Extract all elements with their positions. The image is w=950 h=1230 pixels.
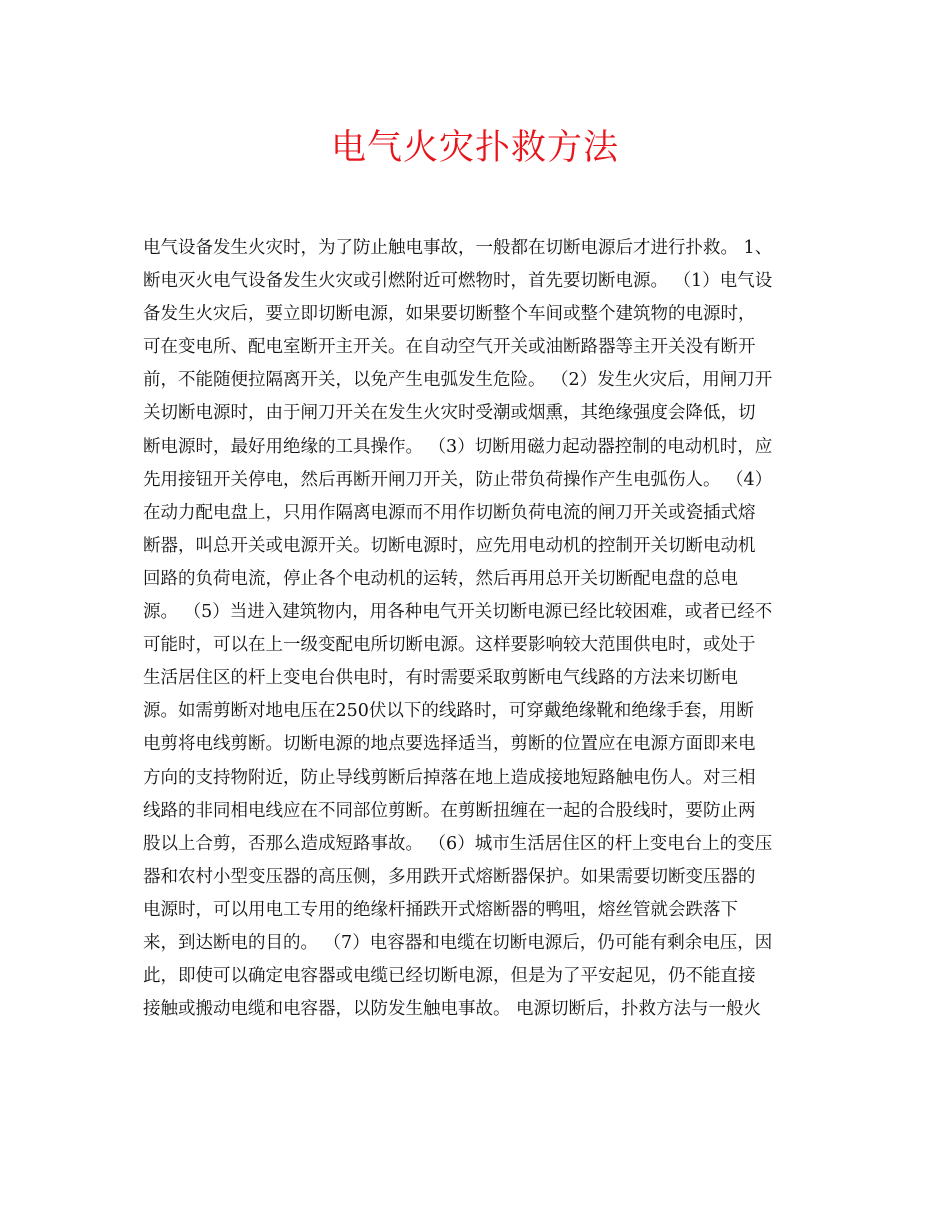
body-line: 备发生火灾后，要立即切断电源，如果要切断整个车间或整个建筑物的电源时， bbox=[143, 304, 756, 325]
body-line: 电气设备发生火灾时，为了防止触电事故，一般都在切断电源后才进行扑救。 1、 bbox=[143, 238, 773, 258]
body-line: 股以上合剪，否那么造成短路事故。 （6）城市生活居住区的杆上变电台上的变压 bbox=[143, 833, 773, 854]
body-line: 前，不能随便拉隔离开关，以免产生电弧发生危险。 （2）发生火灾后，用闸刀开 bbox=[143, 370, 773, 391]
body-line: 可能时，可以在上一级变配电所切断电源。这样要影响较大范围供电时，或处于 bbox=[143, 635, 756, 656]
body-line: 源。如需剪断对地电压在250伏以下的线路时，可穿戴绝缘靴和绝缘手套，用断 bbox=[143, 701, 754, 722]
body-line: 断电灭火电气设备发生火灾或引燃附近可燃物时，首先要切断电源。 （1）电气设 bbox=[143, 271, 773, 292]
body-line: 线路的非同相电线应在不同部位剪断。在剪断扭缠在一起的合股线时，要防止两 bbox=[143, 800, 756, 821]
document-title: 电气火灾扑救方法 bbox=[330, 128, 619, 168]
body-line: 回路的负荷电流，停止各个电动机的运转，然后再用总开关切断配电盘的总电 bbox=[143, 568, 738, 589]
body-line: 关切断电源时，由于闸刀开关在发生火灾时受潮或烟熏，其绝缘强度会降低，切 bbox=[143, 403, 756, 424]
body-line: 此，即使可以确定电容器或电缆已经切断电源，但是为了平安起见，仍不能直接 bbox=[143, 966, 756, 987]
body-line: 断电源时，最好用绝缘的工具操作。 （3）切断用磁力起动器控制的电动机时，应 bbox=[143, 436, 773, 457]
body-line: 来，到达断电的目的。 （7）电容器和电缆在切断电源后，仍可能有剩余电压，因 bbox=[143, 932, 773, 953]
body-line: 电源时，可以用电工专用的绝缘杆捅跌开式熔断器的鸭咀，熔丝管就会跌落下 bbox=[143, 899, 738, 920]
body-line: 源。 （5）当进入建筑物内，用各种电气开关切断电源已经比较困难，或者已经不 bbox=[143, 602, 773, 623]
body-line: 接触或搬动电缆和电容器，以防发生触电事故。 电源切断后，扑救方法与一般火 bbox=[143, 999, 762, 1020]
body-line: 可在变电所、配电室断开主开关。在自动空气开关或油断路器等主开关没有断开 bbox=[143, 337, 756, 358]
body-line: 先用接钮开关停电，然后再断开闸刀开关，防止带负荷操作产生电弧伤人。 （4） bbox=[143, 469, 773, 490]
document-body bbox=[143, 232, 808, 1026]
body-line: 在动力配电盘上，只用作隔离电源而不用作切断负荷电流的闸刀开关或瓷插式熔 bbox=[143, 502, 756, 523]
body-line: 断器，叫总开关或电源开关。切断电源时，应先用电动机的控制开关切断电动机 bbox=[143, 535, 756, 556]
body-line: 电剪将电线剪断。切断电源的地点要选择适当，剪断的位置应在电源方面即来电 bbox=[143, 734, 756, 755]
body-line: 生活居住区的杆上变电台供电时，有时需要采取剪断电气线路的方法来切断电 bbox=[143, 668, 738, 689]
body-line: 方向的支持物附近，防止导线剪断后掉落在地上造成接地短路触电伤人。对三相 bbox=[143, 767, 756, 788]
body-line: 器和农村小型变压器的高压侧，多用跌开式熔断器保护。如果需要切断变压器的 bbox=[143, 866, 756, 887]
